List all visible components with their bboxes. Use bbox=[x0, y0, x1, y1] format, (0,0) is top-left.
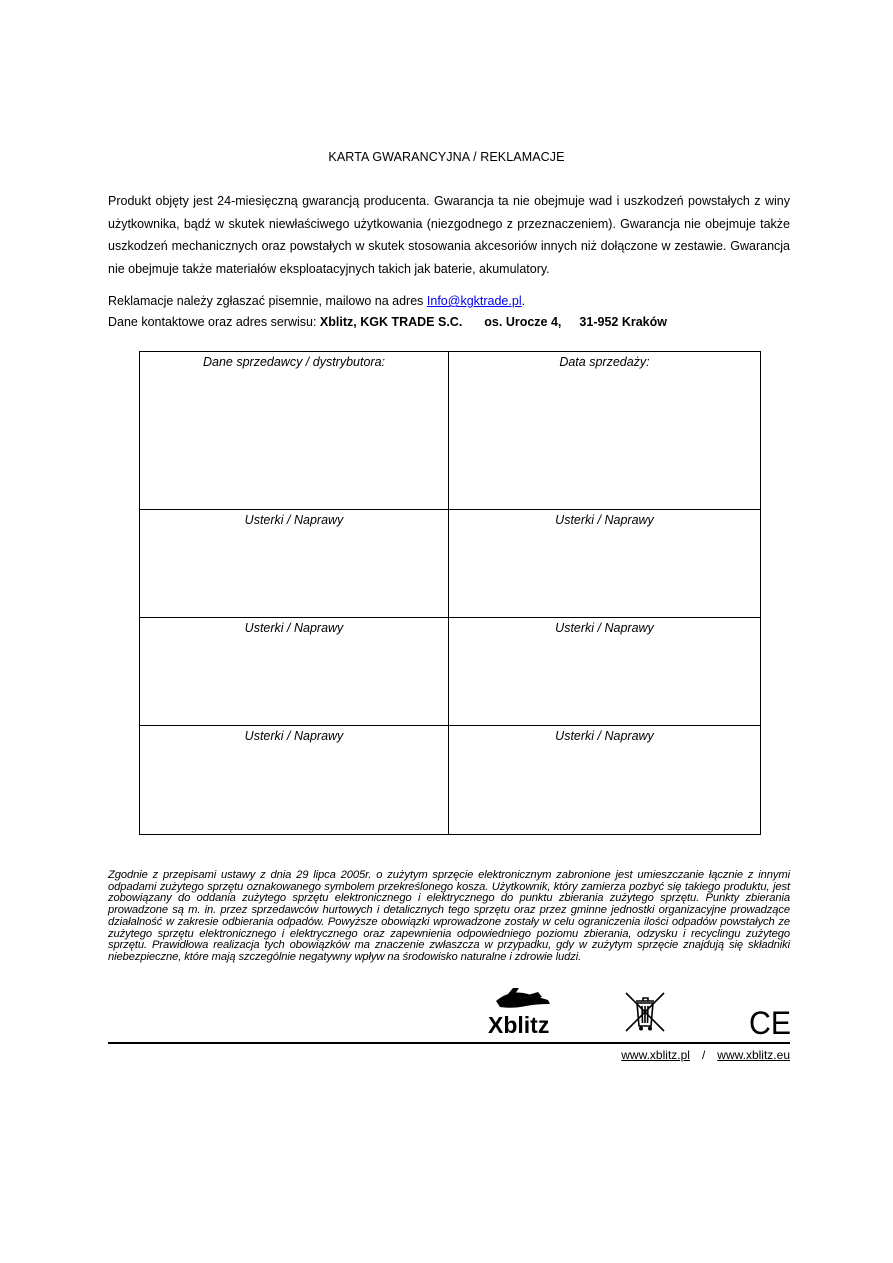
website-link-eu[interactable]: www.xblitz.eu bbox=[717, 1048, 790, 1062]
contact-company: Xblitz, KGK TRADE S.C. bbox=[319, 315, 463, 329]
xblitz-logo-graphic bbox=[486, 985, 566, 1037]
repair-cell bbox=[140, 726, 449, 835]
xblitz-logo bbox=[486, 985, 566, 1037]
page-title: KARTA GWARANCYJNA / REKLAMACJE bbox=[328, 150, 565, 164]
website-link-pl[interactable]: www.xblitz.pl bbox=[621, 1048, 690, 1062]
complaints-line bbox=[108, 294, 525, 308]
contact-city: 31-952 Kraków bbox=[579, 315, 667, 329]
contact-prefix: Dane kontaktowe oraz adres serwisu: bbox=[108, 315, 320, 329]
warranty-paragraph: Produkt objęty jest 24-miesięczną gwarancją producenta. Gwarancja ta nie obejmuje wad i uszkodzeń powstałych z winy użytkownika, bądź w skutek niewłaściwego użytkowania (niezgodnego z przeznaczeniem). Gwarancja nie obejmuje także uszkodzeń mechanicznych oraz powstałych w skutek stosowania akcesoriów innych niż dołączone w zestawie. Gwarancja nie obejmuje także materiałów eksploatacyjnych takich jak baterie, akumulatory. bbox=[108, 194, 790, 276]
ce-mark-text: CE bbox=[749, 1008, 791, 1036]
contact-line bbox=[108, 315, 667, 329]
repair-cell bbox=[140, 510, 449, 618]
footer-links bbox=[621, 1048, 790, 1062]
repair-cell bbox=[449, 726, 761, 835]
repair-label: Usterki / Naprawy bbox=[244, 729, 344, 743]
xblitz-logo-text: Xblitz bbox=[488, 1012, 550, 1037]
ce-mark-icon bbox=[749, 1008, 791, 1036]
seller-label: Dane sprzedawcy / dystrybutora: bbox=[202, 355, 386, 369]
sale-date-label: Data sprzedaży: bbox=[559, 355, 650, 369]
repair-label: Usterki / Naprawy bbox=[555, 729, 654, 743]
repair-cell bbox=[449, 510, 761, 618]
repair-cell bbox=[449, 618, 761, 726]
contact-street: os. Urocze 4, bbox=[484, 315, 562, 329]
repair-cell bbox=[140, 618, 449, 726]
email-link[interactable]: Info@kgktrade.pl bbox=[426, 294, 522, 308]
link-separator: / bbox=[701, 1048, 706, 1062]
sale-date-cell bbox=[449, 352, 761, 510]
weee-crossed-bin-icon bbox=[623, 990, 667, 1034]
complaints-prefix: Reklamacje należy zgłaszać pisemnie, mailowo na adres bbox=[108, 294, 427, 308]
legal-notice: Zgodnie z przepisami ustawy z dnia 29 lipca 2005r. o zużytym sprzęcie elektronicznym zabronione jest umieszczanie łącznie z innymi odpadami zużytego sprzętu oznakowanego symbolem przekreślonego kosza. Użytkownik, który zamierza pozbyć się takiego produktu, jest zobowiązany do oddania zużytego sprzętu elektronicznego i elektrycznego do punktu zbierania zużytego sprzętu. Punkty zbierania prowadzone są m. in. przez sprzedawców hurtowych i detalicznych tego sprzętu oraz przez gminne jednostki organizacyjne prowadzące działalność w zakresie odbierania odpadów. Powyższe obowiązki wprowadzone zostały w celu ograniczenia ilości odpadów powstałych ze zużytego sprzętu elektronicznego i elektrycznego oraz zapewnienia odpowiedniego poziomu zbierania, odzysku i recyclingu zużytego sprzętu. Prawidłowa realizacja tych obowiązków ma znaczenie zwłaszcza w przypadku, gdy w zużytym sprzęcie znajdują się składniki niebezpieczne, które mają szczególnie negatywny wpływ na środowisko naturalne i zdrowie ludzi. bbox=[108, 869, 790, 963]
repair-label: Usterki / Naprawy bbox=[244, 513, 344, 527]
footer-divider bbox=[108, 1042, 790, 1044]
warranty-form-table bbox=[139, 351, 761, 835]
repair-label: Usterki / Naprawy bbox=[244, 621, 344, 635]
repair-label: Usterki / Naprawy bbox=[555, 513, 654, 527]
repair-label: Usterki / Naprawy bbox=[555, 621, 654, 635]
complaints-suffix: . bbox=[521, 294, 526, 308]
seller-cell bbox=[140, 352, 449, 510]
